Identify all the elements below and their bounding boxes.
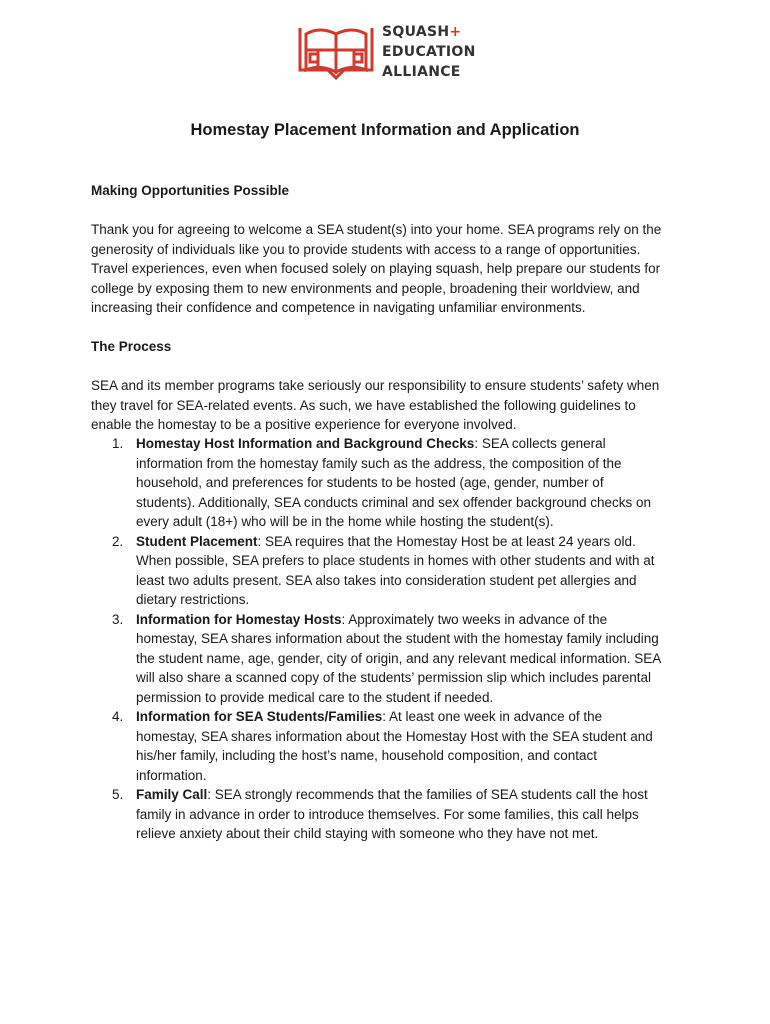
paragraph-line: increasing their confidence and competence in navigating unfamiliar environments. (91, 300, 586, 315)
list-item-line: household, and preferences for students to be hosted (age, gender, number of (136, 475, 604, 490)
list-item-number: 4. (112, 709, 124, 724)
paragraph-line: college by exposing them to new environments and people, broadening their worldview, and (91, 280, 640, 296)
list-item (91, 434, 691, 532)
list-item-line: family in advance in order to introduce themselves. For some families, this call helps (136, 806, 639, 822)
list-item-title: Family Call (136, 787, 208, 802)
list-item-text: : SEA collects general (474, 436, 606, 451)
list-item-line: the student name, age, gender, city of origin, and any relevant medical information. SEA (136, 650, 662, 666)
list-item-line: When possible, SEA prefers to place students in homes with other students and with at (136, 553, 655, 568)
list-item-line: students). Additionally, SEA conducts criminal and sex offender background checks on (136, 494, 652, 510)
list-item-number: 2. (112, 533, 124, 549)
logo-line-3: ALLIANCE (382, 64, 461, 80)
list-item-line: dietary restrictions. (136, 592, 250, 607)
section-heading-opportunities: Making Opportunities Possible (91, 183, 290, 198)
list-item-title: Homestay Host Information and Background Checks (136, 436, 475, 451)
paragraph-line: SEA and its member programs take seriously our responsibility to ensure students’ safety when (91, 378, 660, 393)
list-item-line: his/her family, including the host’s name, household composition, and contact (136, 748, 598, 763)
list-item (91, 532, 691, 610)
section-paragraph-process (91, 376, 691, 435)
list-item-line: every adult (18+) who will be in the home while hosting the student(s). (136, 514, 554, 529)
list-item-text: : SEA requires that the Homestay Host be at least 24 years old. (257, 533, 636, 549)
logo (296, 18, 486, 86)
list-item-number: 1. (112, 436, 124, 451)
open-book-squash-court-icon (296, 18, 376, 82)
list-item-line: permission to provide medical care to the student if needed. (136, 689, 494, 705)
logo-line-1: SQUASH (382, 24, 450, 40)
section-paragraph-opportunities (91, 220, 691, 318)
list-item-line: least two adults present. SEA also takes into consideration student pet allergies and (136, 572, 637, 588)
paragraph-line: they travel for SEA-related events. As such, we have established the following guidelines to (91, 397, 636, 413)
list-item-text: : Approximately two weeks in advance of the (341, 611, 608, 627)
list-item-title: Information for SEA Students/Families (136, 709, 383, 724)
list-item-number: 3. (112, 611, 124, 627)
list-item (91, 707, 691, 785)
list-item-line: relieve anxiety about their child staying with someone who they have not met. (136, 826, 599, 841)
process-steps-list (91, 434, 691, 844)
list-item (91, 610, 691, 708)
paragraph-line: generosity of individuals like you to provide students with access to a range of opportunities. (91, 241, 641, 257)
list-item-line: information from the homestay family such as the address, the composition of the (136, 455, 622, 471)
list-item-line: information. (136, 767, 207, 783)
list-item-line: will also share a scanned copy of the students’ permission slip which includes parental (136, 670, 652, 685)
logo-wordmark (382, 22, 476, 82)
logo-plus: + (449, 24, 462, 40)
list-item (91, 785, 691, 844)
list-item-number: 5. (112, 787, 124, 802)
list-item-text: : SEA strongly recommends that the families of SEA students call the host (207, 787, 648, 802)
page-title: Homestay Placement Information and Application (190, 121, 580, 139)
paragraph-line: Thank you for agreeing to welcome a SEA student(s) into your home. SEA programs rely on the (91, 222, 662, 237)
list-item-text: : At least one week in advance of the (382, 709, 603, 724)
logo-line-2: EDUCATION (382, 44, 476, 60)
list-item-line: homestay, SEA shares information about the student with the homestay family including (136, 631, 659, 646)
list-item-line: homestay, SEA shares information about the Homestay Host with the SEA student and (136, 728, 653, 744)
paragraph-line: enable the homestay to be a positive experience for everyone involved. (91, 417, 517, 432)
paragraph-line: Travel experiences, even when focused solely on playing squash, help prepare our students for (91, 261, 661, 276)
section-heading-process: The Process (91, 339, 172, 354)
list-item-title: Information for Homestay Hosts (136, 611, 342, 627)
list-item-title: Student Placement (136, 533, 258, 549)
